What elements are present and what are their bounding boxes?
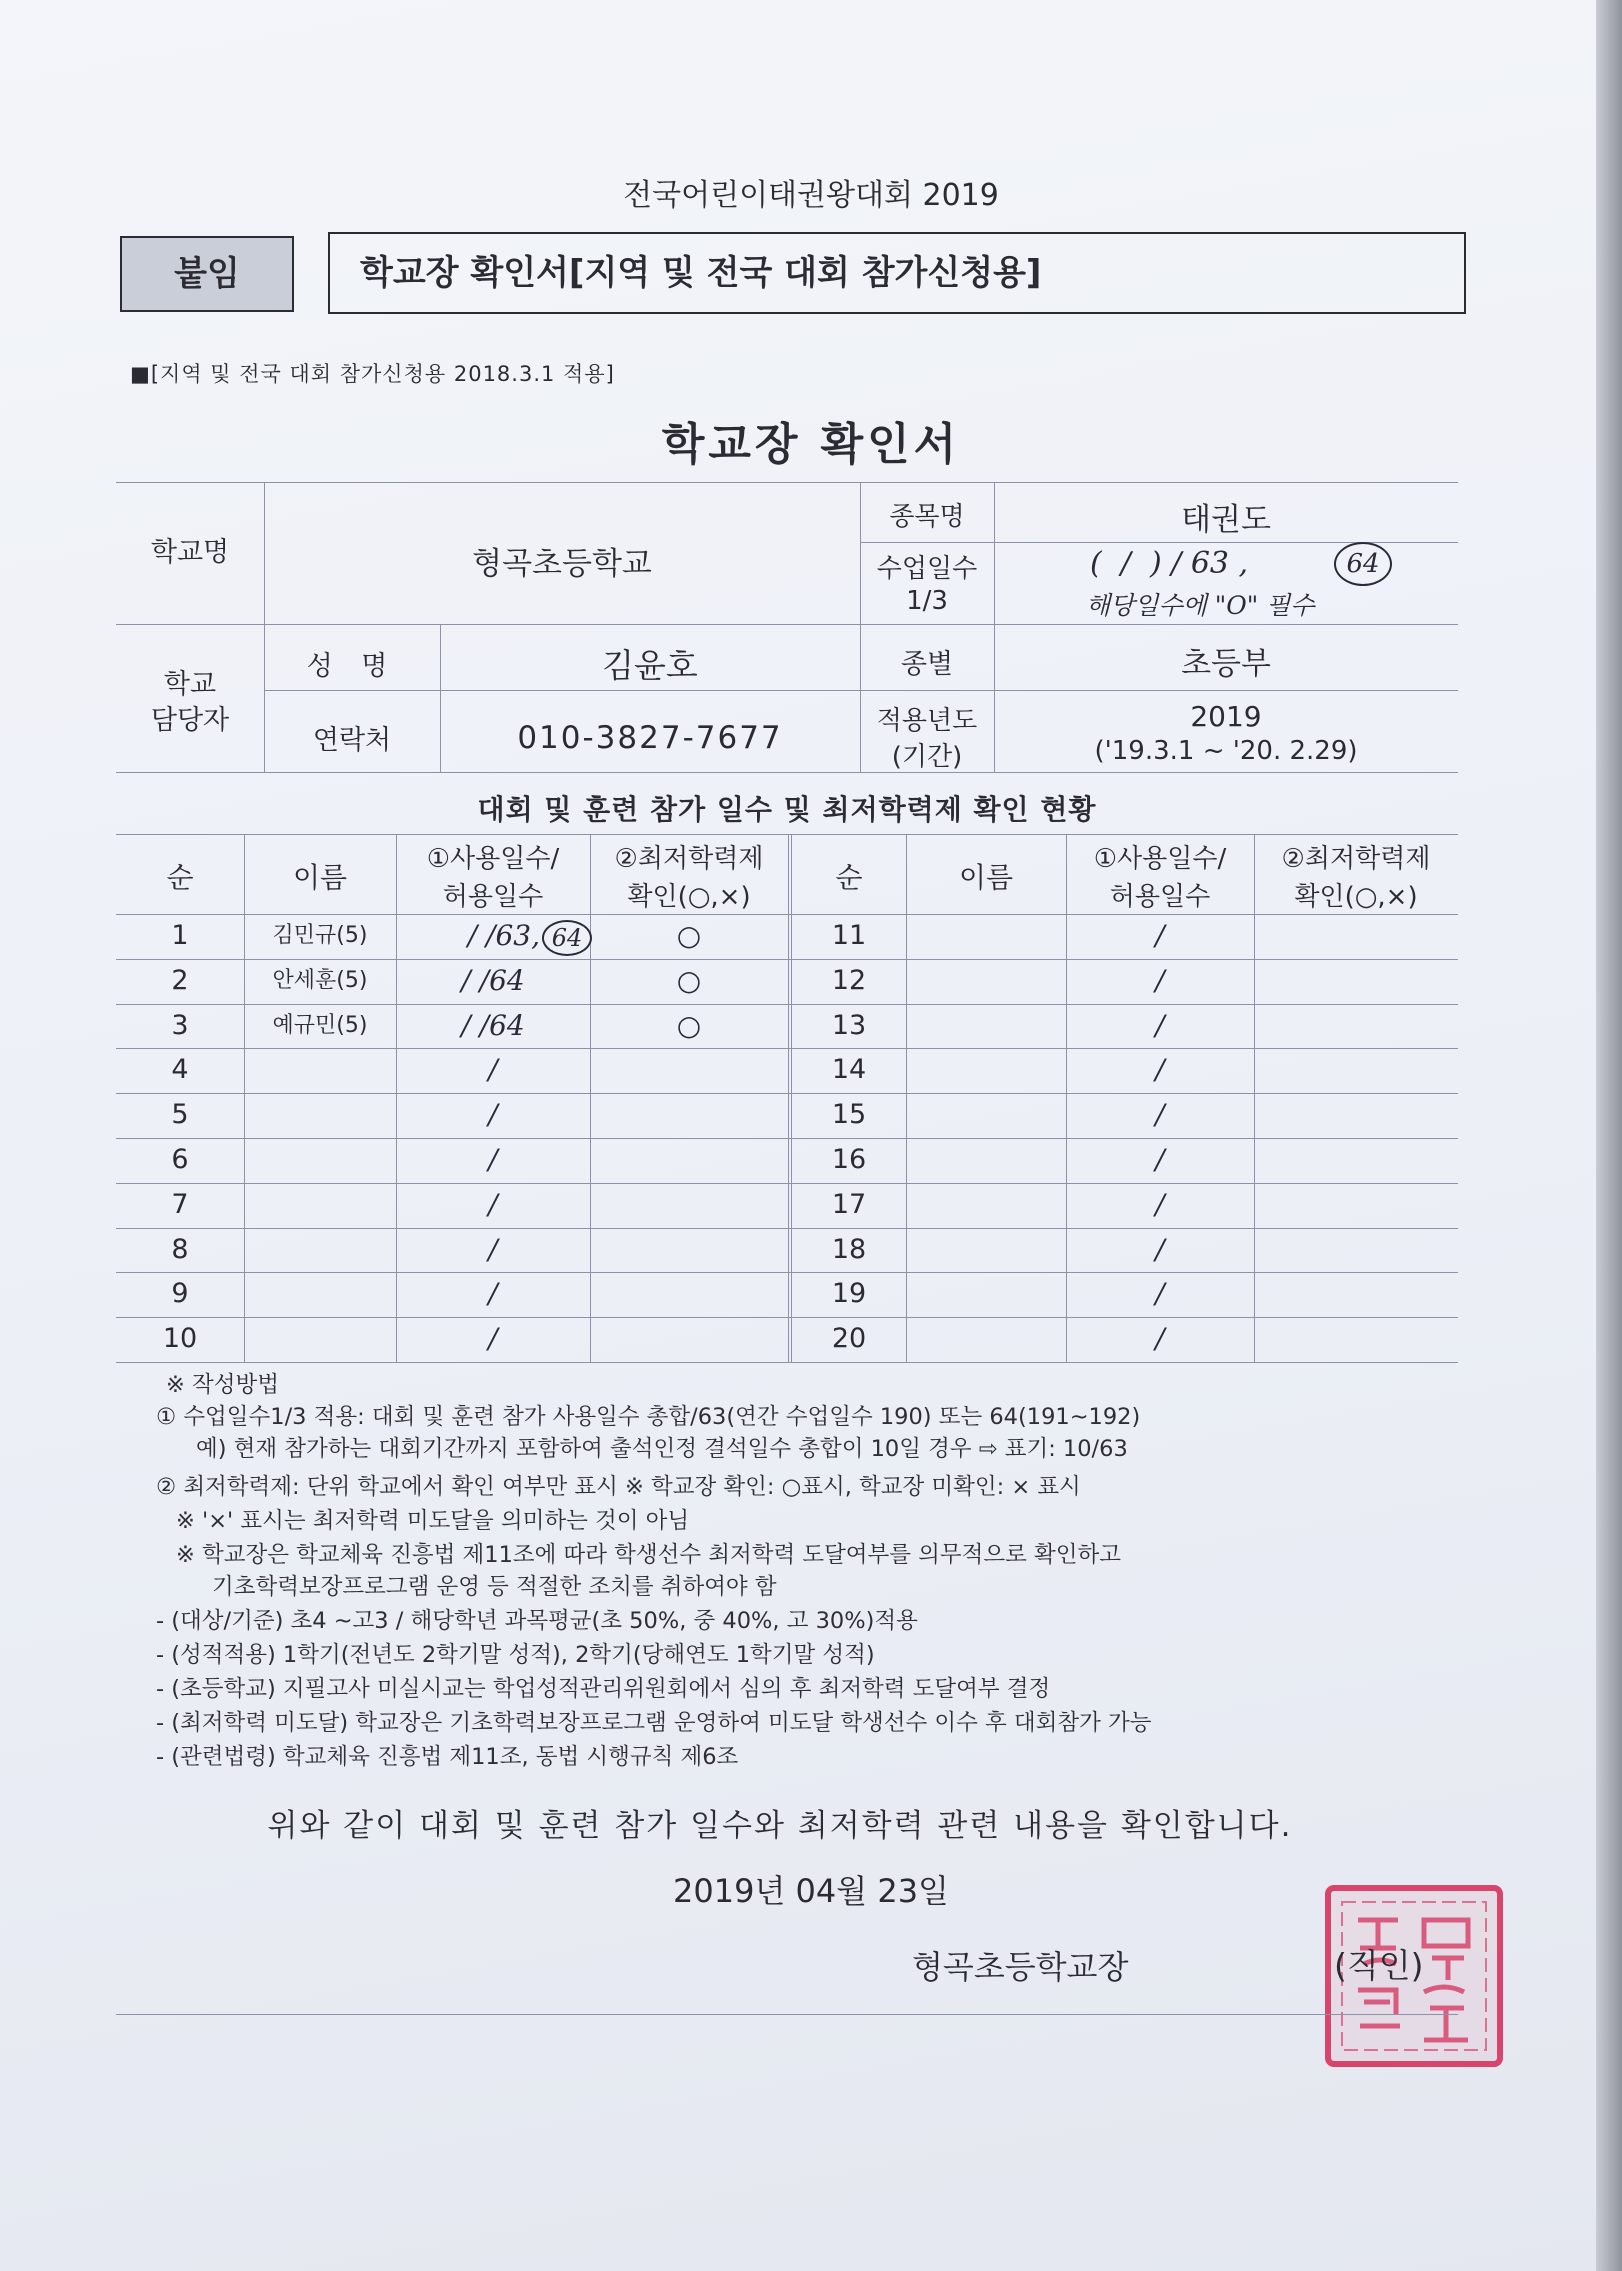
days-used: / [1155, 963, 1165, 997]
signature-date: 2019년 04월 23일 [673, 1872, 949, 1910]
form-title: 학교장 확인서 [661, 419, 961, 470]
class-days-fraction: 1/3 [906, 586, 948, 616]
table-row-rule [116, 1183, 1458, 1184]
header-days-line2: 허용일수 [1109, 882, 1211, 912]
table-rule [264, 690, 1458, 691]
row-number: 20 [831, 1323, 867, 1355]
name-label: 성 명 [306, 651, 398, 682]
row-number: 1 [171, 920, 189, 951]
student-name: 김민규(5) [272, 923, 368, 948]
school-name-value: 형곡초등학교 [472, 546, 652, 582]
event-title: 전국어린이태권왕대회 2019 [623, 178, 999, 213]
contact-group-label-1: 학교 [163, 669, 217, 700]
header-days-line1: ①사용일수/ [426, 844, 560, 874]
year-value: 2019 [1190, 700, 1262, 733]
year-period: ('19.3.1 ~ '20. 2.29) [1094, 736, 1358, 766]
banner-box [328, 232, 1466, 314]
class-days-label: 수업일수 [876, 554, 978, 584]
header-no: 순 [166, 861, 194, 894]
instruction-line: ② 최저학력제: 단위 학교에서 확인 여부만 표시 ※ 학교장 확인: ○표시, 학교장 미확인: × 표시 [156, 1474, 1081, 1500]
status-table-title: 대회 및 훈련 참가 일수 및 최저학력제 확인 현황 [477, 793, 1097, 826]
class-days-circled: 64 [1334, 542, 1392, 586]
instruction-line: 기초학력보장프로그램 운영 등 적절한 조치를 취하여야 함 [212, 1574, 777, 1600]
table-row-rule [116, 1317, 1458, 1318]
header-no: 순 [835, 861, 863, 894]
attachment-badge [120, 236, 294, 312]
contact-name: 김윤호 [602, 646, 698, 685]
days-used: / /63, [467, 919, 540, 952]
instruction-line: - (관련법령) 학교체육 진흥법 제11조, 동법 시행규칙 제6조 [156, 1744, 739, 1770]
instruction-line: ※ '×' 표시는 최저학력 미도달을 의미하는 것이 아님 [176, 1508, 690, 1534]
days-used: / [488, 1322, 498, 1356]
instruction-line: ※ 학교장은 학교체육 진흥법 제11조에 따라 학생선수 최저학력 도달여부를 의무적으로 확인하고 [176, 1542, 1121, 1568]
header-name: 이름 [958, 861, 1014, 894]
student-name: 안세훈(5) [272, 967, 368, 993]
days-used: / [1155, 1008, 1165, 1042]
phone-label: 연락처 [312, 725, 392, 756]
instructions-heading: ※ 작성방법 [166, 1372, 279, 1398]
days-used: / [1155, 1143, 1165, 1176]
header-check-line2: 확인(○,×) [1294, 882, 1418, 912]
row-number: 8 [171, 1233, 189, 1265]
row-number: 3 [171, 1009, 189, 1041]
days-circled: 64 [542, 920, 592, 956]
table-rule [906, 834, 907, 1362]
row-number: 2 [171, 964, 189, 996]
row-number: 9 [171, 1278, 189, 1310]
division-value: 초등부 [1181, 646, 1271, 682]
days-used: / /64 [461, 1008, 525, 1042]
year-label-2: (기간) [891, 742, 963, 772]
division-label: 종별 [900, 649, 954, 680]
header-check-line1: ②최저학력제 [614, 844, 764, 874]
days-used: / [488, 1143, 498, 1176]
days-used: / [1155, 1232, 1165, 1266]
row-number: 4 [171, 1054, 189, 1086]
class-days-value: ( / ) / 63 , [1090, 546, 1249, 581]
row-number: 14 [831, 1054, 867, 1086]
principal-title: 형곡초등학교장 [912, 1948, 1129, 1986]
academic-check: ○ [676, 1008, 702, 1042]
table-row-rule [116, 1093, 1458, 1094]
row-number: 13 [831, 1009, 867, 1041]
days-used: / [1155, 1322, 1165, 1356]
days-used: / [1155, 1098, 1165, 1132]
row-number: 7 [171, 1188, 189, 1220]
instruction-line: 예) 현재 참가하는 대회기간까지 포함하여 출석인정 결석일수 총합이 10일 경우 ⇨ 표기: 10/63 [196, 1436, 1128, 1462]
academic-check: ○ [676, 919, 702, 952]
row-number: 19 [831, 1278, 867, 1310]
phone-value: 010-3827-7677 [517, 720, 783, 756]
row-number: 6 [171, 1144, 189, 1175]
table-bottom-rule [116, 1362, 1458, 1363]
sport-label: 종목명 [889, 502, 965, 532]
header-days-line1: ①사용일수/ [1093, 844, 1227, 874]
bottom-rule [116, 2014, 1458, 2015]
row-number: 16 [831, 1144, 867, 1175]
table-rule [1254, 834, 1255, 1362]
days-used: / [1155, 1053, 1165, 1087]
table-row-rule [116, 1138, 1458, 1139]
days-used: / [488, 1053, 498, 1087]
year-label-1: 적용년도 [876, 706, 978, 736]
days-used: / [1155, 1277, 1165, 1311]
table-row-rule [116, 1272, 1458, 1273]
table-row-rule [116, 1228, 1458, 1229]
table-rule [116, 772, 1458, 773]
school-name-label: 학교명 [150, 537, 230, 568]
header-days-line2: 허용일수 [442, 882, 544, 912]
instruction-line: - (초등학교) 지필고사 미실시교는 학업성적관리위원회에서 심의 후 최저학력 도달여부 결정 [156, 1676, 1051, 1702]
table-rule [116, 834, 1458, 835]
days-used: / /64 [461, 963, 525, 997]
row-number: 5 [171, 1099, 189, 1131]
banner-title: 학교장 확인서[지역 및 전국 대회 참가신청용] [360, 253, 1042, 293]
table-rule [116, 482, 1458, 483]
academic-check: ○ [676, 963, 702, 997]
days-used: / [488, 1098, 498, 1132]
seal-label: (직인) [1334, 1946, 1424, 1985]
instruction-line: - (성적적용) 1학기(전년도 2학기말 성적), 2학기(당해연도 1학기말 성적) [156, 1642, 875, 1668]
header-name: 이름 [292, 861, 348, 894]
days-used: / [488, 1277, 498, 1311]
header-check-line1: ②최저학력제 [1281, 844, 1431, 874]
days-used: / [1155, 919, 1165, 952]
header-check-line2: 확인(○,×) [627, 882, 751, 912]
class-days-note: 해당일수에 "O" 필수 [1086, 591, 1315, 620]
confirmation-statement: 위와 같이 대회 및 훈련 참가 일수와 최저학력 관련 내용을 확인합니다. [267, 1808, 1293, 1844]
instruction-line: - (대상/기준) 초4 ~고3 / 해당학년 과목평균(초 50%, 중 40%, 고 30%)적용 [156, 1608, 918, 1634]
row-number: 17 [831, 1188, 867, 1220]
table-rule [116, 624, 1458, 625]
row-number: 10 [162, 1323, 198, 1355]
row-number: 15 [831, 1099, 867, 1131]
days-used: / [1155, 1187, 1165, 1221]
form-subheading: ■[지역 및 전국 대회 참가신청용 2018.3.1 적용] [130, 362, 615, 386]
page-edge-shadow [1596, 0, 1622, 2271]
table-row-rule [116, 1048, 1458, 1049]
instruction-line: ① 수업일수1/3 적용: 대회 및 훈련 참가 사용일수 총합/63(연간 수업일수 190) 또는 64(191~192) [156, 1404, 1141, 1430]
student-name: 예규민(5) [272, 1012, 368, 1038]
row-number: 12 [831, 964, 867, 996]
instruction-line: - (최저학력 미도달) 학교장은 기초학력보장프로그램 운영하여 미도달 학생선수 이수 후 대회참가 가능 [156, 1710, 1152, 1736]
row-number: 18 [831, 1233, 867, 1265]
sport-value: 태권도 [1181, 502, 1271, 538]
contact-group-label-2: 담당자 [150, 705, 230, 736]
attachment-label: 붙임 [174, 254, 240, 294]
days-used: / [488, 1187, 498, 1221]
row-number: 11 [831, 920, 867, 951]
days-used: / [488, 1232, 498, 1266]
